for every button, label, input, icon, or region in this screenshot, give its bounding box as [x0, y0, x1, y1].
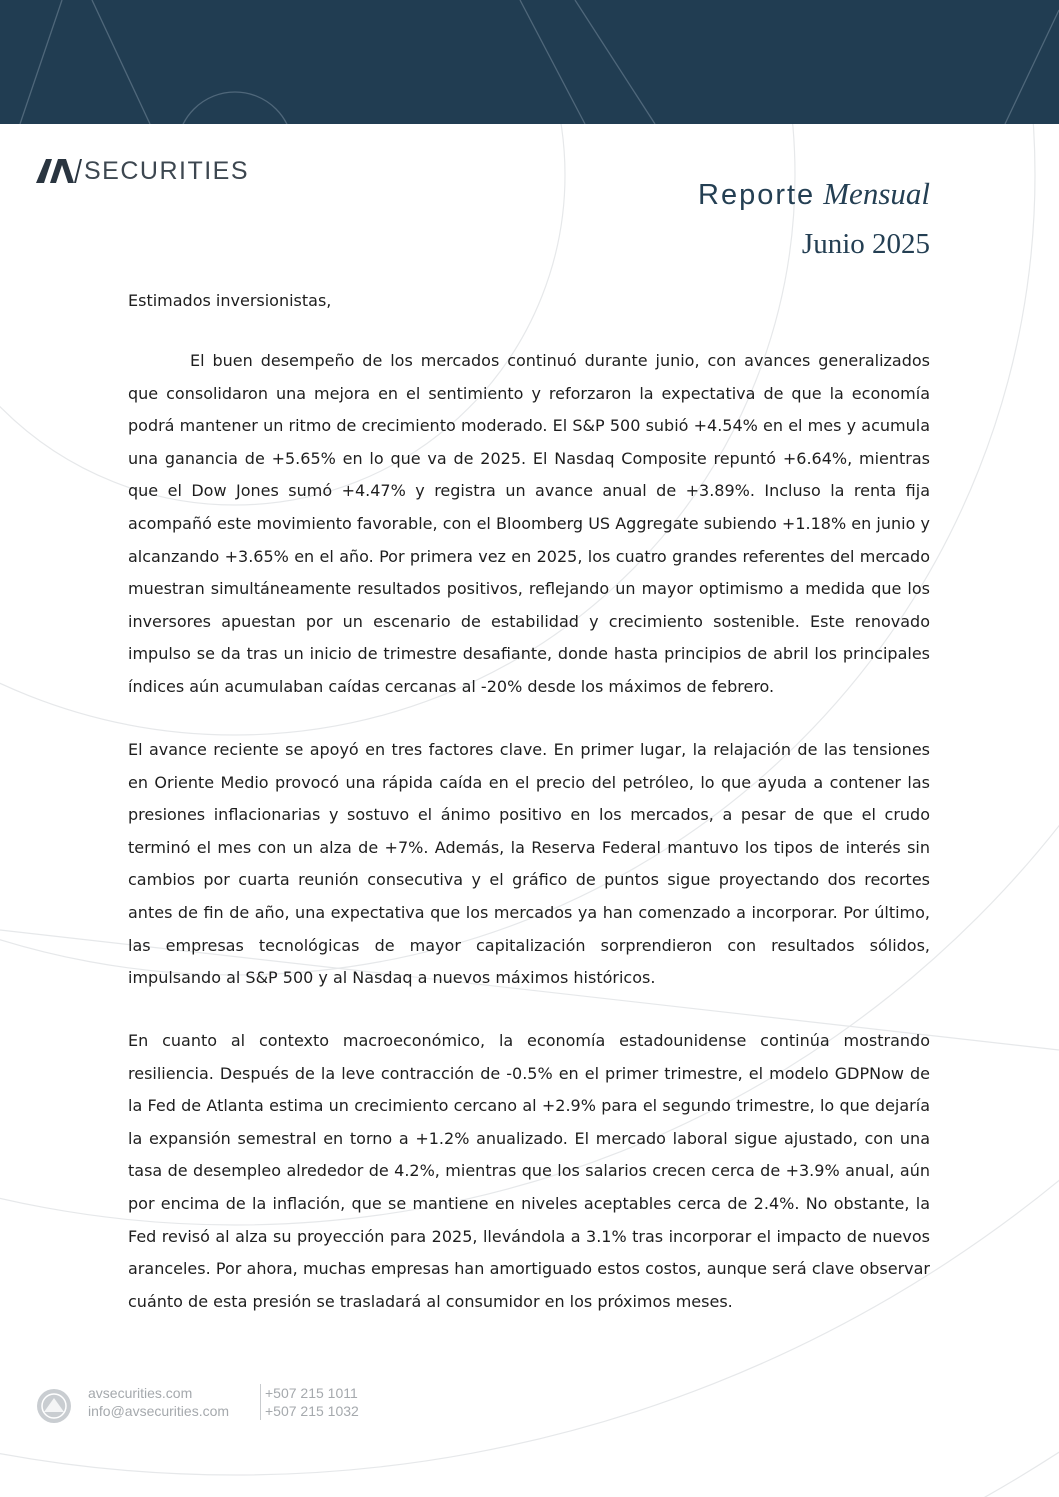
footer-contact-phones [260, 1384, 359, 1420]
brand-name: SECURITIES [84, 157, 250, 185]
seal-logo-icon [36, 1388, 72, 1424]
footer-contact-web [88, 1384, 229, 1420]
av-logo-mark-icon [36, 159, 82, 183]
footer-phone-2: +507 215 1032 [265, 1403, 359, 1419]
paragraph-macro-context [128, 1025, 930, 1318]
footer-website-link[interactable]: avsecurities.com [88, 1385, 193, 1401]
report-date: Junio 2025 [801, 228, 930, 260]
header-decoration [0, 0, 1059, 124]
report-title-italic-word: Mensual [823, 176, 930, 211]
report-title [698, 176, 930, 212]
paragraph-market-performance [128, 345, 930, 704]
footer-email-link[interactable]: info@avsecurities.com [88, 1403, 230, 1419]
paragraph-text: El buen desempeño de los mercados continuó durante junio, con avances generalizados que consolidaron una mejora en el sentimiento y reforzaron la expectativa de que la economía podrá mantener un ritmo de crecimiento moderado. El S&P 500 subió +4.54% en el mes y acumula una ganancia de +5.65% en lo que va de 2025. El Nasdaq Composite repuntó +6.64%, mientras que el Dow Jones sumó +4.47% y registra un avance anual de +3.89%. Incluso la renta fija acompañó este movimiento favorable, con el Bloomberg US Aggregate subiendo +1.18% en junio y alcanzando +3.65% en el año. Por primera vez en 2025, los cuatro grandes referentes del mercado muestran simultáneamente resultados positivos, reflejando un mayor optimismo a medida que los inversores apuestan por un escenario de estabilidad y crecimiento sostenible. Este renovado impulso se da tras un inicio de trimestre desafiante, donde hasta principios de abril los principales índices aún acumulaban caídas cercanas al -20% desde los máximos de febrero. [128, 351, 930, 696]
greeting: Estimados inversionistas, [128, 291, 332, 310]
paragraph-text: En cuanto al contexto macroeconómico, la economía estadounidense continúa mostrando resiliencia. Después de la leve contracción de -0.5% en el primer trimestre, el modelo GDPNow de la Fed de Atlanta estima un crecimiento cercano al +2.9% para el segundo trimestre, lo que dejaría la expansión semestral en torno a +1.2% anualizado. El mercado laboral sigue ajustado, con una tasa de desempleo alrededor de 4.2%, mientras que los salarios crecen cerca de +3.9% anual, aún por encima de la inflación, que se mantiene en niveles aceptables cerca de 2.4%. No obstante, la Fed revisó al alza su proyección para 2025, llevándola a 3.1% tras incorporar el impacto de nuevos aranceles. Por ahora, muchas empresas han amortiguado estos costos, aunque será clave observar cuánto de esta presión se trasladará al consumidor en los próximos meses. [128, 1031, 930, 1311]
brand-logo [36, 158, 249, 184]
paragraph-key-factors [128, 734, 930, 995]
footer-phone-1: +507 215 1011 [265, 1385, 358, 1401]
paragraph-text: El avance reciente se apoyó en tres factores clave. En primer lugar, la relajación de las tensiones en Oriente Medio provocó una rápida caída en el precio del petróleo, lo que ayuda a contener las presiones inflacionarias y sostuvo el ánimo positivo en los mercados, a pesar de que el crudo terminó el mes con un alza de +7%. Además, la Reserva Federal mantuvo los tipos de interés sin cambios por cuarta reunión consecutiva y el gráfico de puntos sigue proyectando dos recortes antes de fin de año, una expectativa que los mercados ya han comenzado a incorporar. Por último, las empresas tecnológicas de mayor capitalización sorprendieron con resultados sólidos, impulsando al S&P 500 y al Nasdaq a nuevos máximos históricos. [128, 740, 930, 988]
report-title-word: Reporte [698, 179, 816, 211]
header-band [0, 0, 1059, 124]
